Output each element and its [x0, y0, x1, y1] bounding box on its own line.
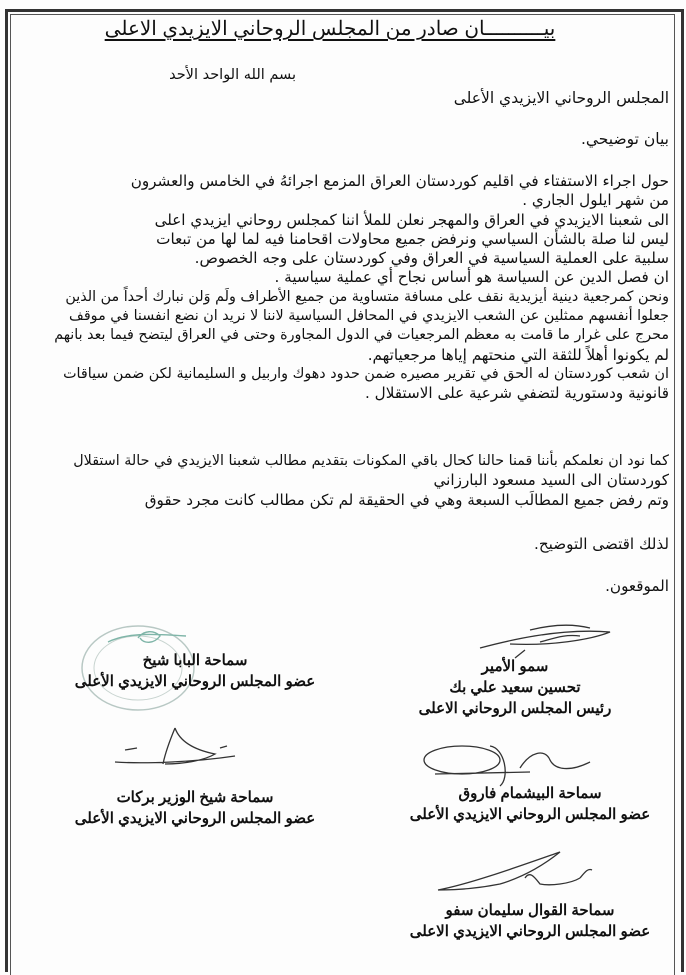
signatory-2-title: سماحة البابا شيخ — [142, 652, 248, 669]
p1-line: جعلوا أنفسهم ممثلين عن الشعب الايزيدي في المحافل السياسية لاننا لا نريد ان نضع انفسنا في موقف — [69, 308, 669, 325]
document-title — [40, 16, 620, 41]
p1-line: سلبية على العملية السياسية في العراق وفي كوردستان على وجه الخصوص. — [194, 249, 669, 268]
signatory-1-title: سمو الأمير — [481, 658, 549, 675]
signatory-2 — [55, 650, 335, 692]
signatory-2-role: عضو المجلس الروحاني الايزيدي الأعلى — [74, 673, 316, 690]
p1-line: لم يكونوا أهلاً للثقة التي منحتهم إياها مرجعياتهم. — [367, 345, 669, 364]
signatory-1 — [390, 656, 640, 719]
p1-line: ان فصل الدين عن السياسة هو أساس نجاح أي عملية سياسية . — [274, 268, 669, 287]
signatory-1-name: تحسين سعيد علي بك — [449, 679, 581, 696]
signatory-4 — [55, 787, 335, 829]
p1-line: ان شعب كوردستان له الحق في تقرير مصيره ضمن حدود دهوك واربيل و السليمانية لكن ضمن سياقات — [63, 365, 669, 382]
p1-line: الى شعبنا الايزيدي في العراق والمهجر نعلن للملأ اننا كمجلس روحاني ايزيدي اعلى — [154, 210, 669, 229]
signatory-5 — [390, 900, 670, 942]
title-text: بيــــــــــان صادر من المجلس الروحاني الايزيدي الاعلى — [104, 18, 556, 40]
signature-5-scribble — [430, 848, 600, 898]
p1-line: حول اجراء الاستفتاء في اقليم كوردستان العراق المزمع اجرائهُ في الخامس والعشرون — [130, 172, 669, 190]
signature-1-scribble — [470, 620, 620, 660]
closing-line: لذلك اقتضى التوضيح. — [534, 535, 669, 553]
signatory-3-title: سماحة البيشمام فاروق — [458, 785, 602, 802]
signature-3-scribble — [420, 738, 600, 788]
signatory-4-title: سماحة شيخ الوزير بركات — [116, 789, 274, 806]
p2-line: كوردستان الى السيد مسعود البارزاني — [433, 471, 669, 490]
signatory-1-role: رئيس المجلس الروحاني الاعلى — [418, 700, 612, 717]
p2-line: وتم رفض جميع المطالَب السبعة وهي في الحقيقة لم تكن مطالب كانت مجرد حقوق — [144, 490, 669, 509]
basmala: بسم الله الواحد الأحد — [169, 67, 296, 83]
signed-by-label: الموقعون. — [605, 577, 669, 595]
signatory-4-role: عضو المجلس الروحاني الايزيدي الأعلى — [74, 810, 316, 827]
signatory-3-role: عضو المجلس الروحاني الايزيدي الأعلى — [409, 806, 651, 823]
signature-4-scribble — [105, 720, 245, 775]
p1-line: ليس لنا صلة بالشأن السياسي ونرفض جميع محاولات اقحامنا فيه لما لها من تبعات — [156, 229, 669, 248]
p1-line: محرج على غرار ما قامت به معظم المرجعيات في الدول المجاورة وحتى في العراق ليتضح فيما بعد بانهم — [54, 327, 669, 344]
council-name: المجلس الروحاني الايزيدي الأعلى — [453, 89, 669, 107]
p2-line: كما نود ان نعلمكم بأننا قمنا حالنا كحال باقي المكونات بتقديم مطالب شعبنا الايزيدي في حالة استقلال — [73, 453, 669, 469]
p1-line: قانونية ودستورية لتضفي شرعية على الاستقلال . — [365, 384, 669, 403]
signatory-3 — [390, 783, 670, 825]
paragraph-2 — [73, 452, 669, 510]
paragraph-1 — [54, 172, 669, 404]
signatory-5-title: سماحة القوال سليمان سفو — [445, 902, 615, 919]
p1-line: ونحن كمرجعية دينية أيزيدية نقف على مسافة متساوية من جميع الأطراف ولَم وَلن نبارك أحداً من الذين — [65, 288, 669, 305]
signatory-5-role: عضو المجلس الروحاني الايزيدي الاعلى — [409, 923, 651, 940]
p1-line: من شهر ايلول الجاري . — [522, 191, 669, 210]
subject-line: بيان توضيحي. — [580, 130, 669, 148]
